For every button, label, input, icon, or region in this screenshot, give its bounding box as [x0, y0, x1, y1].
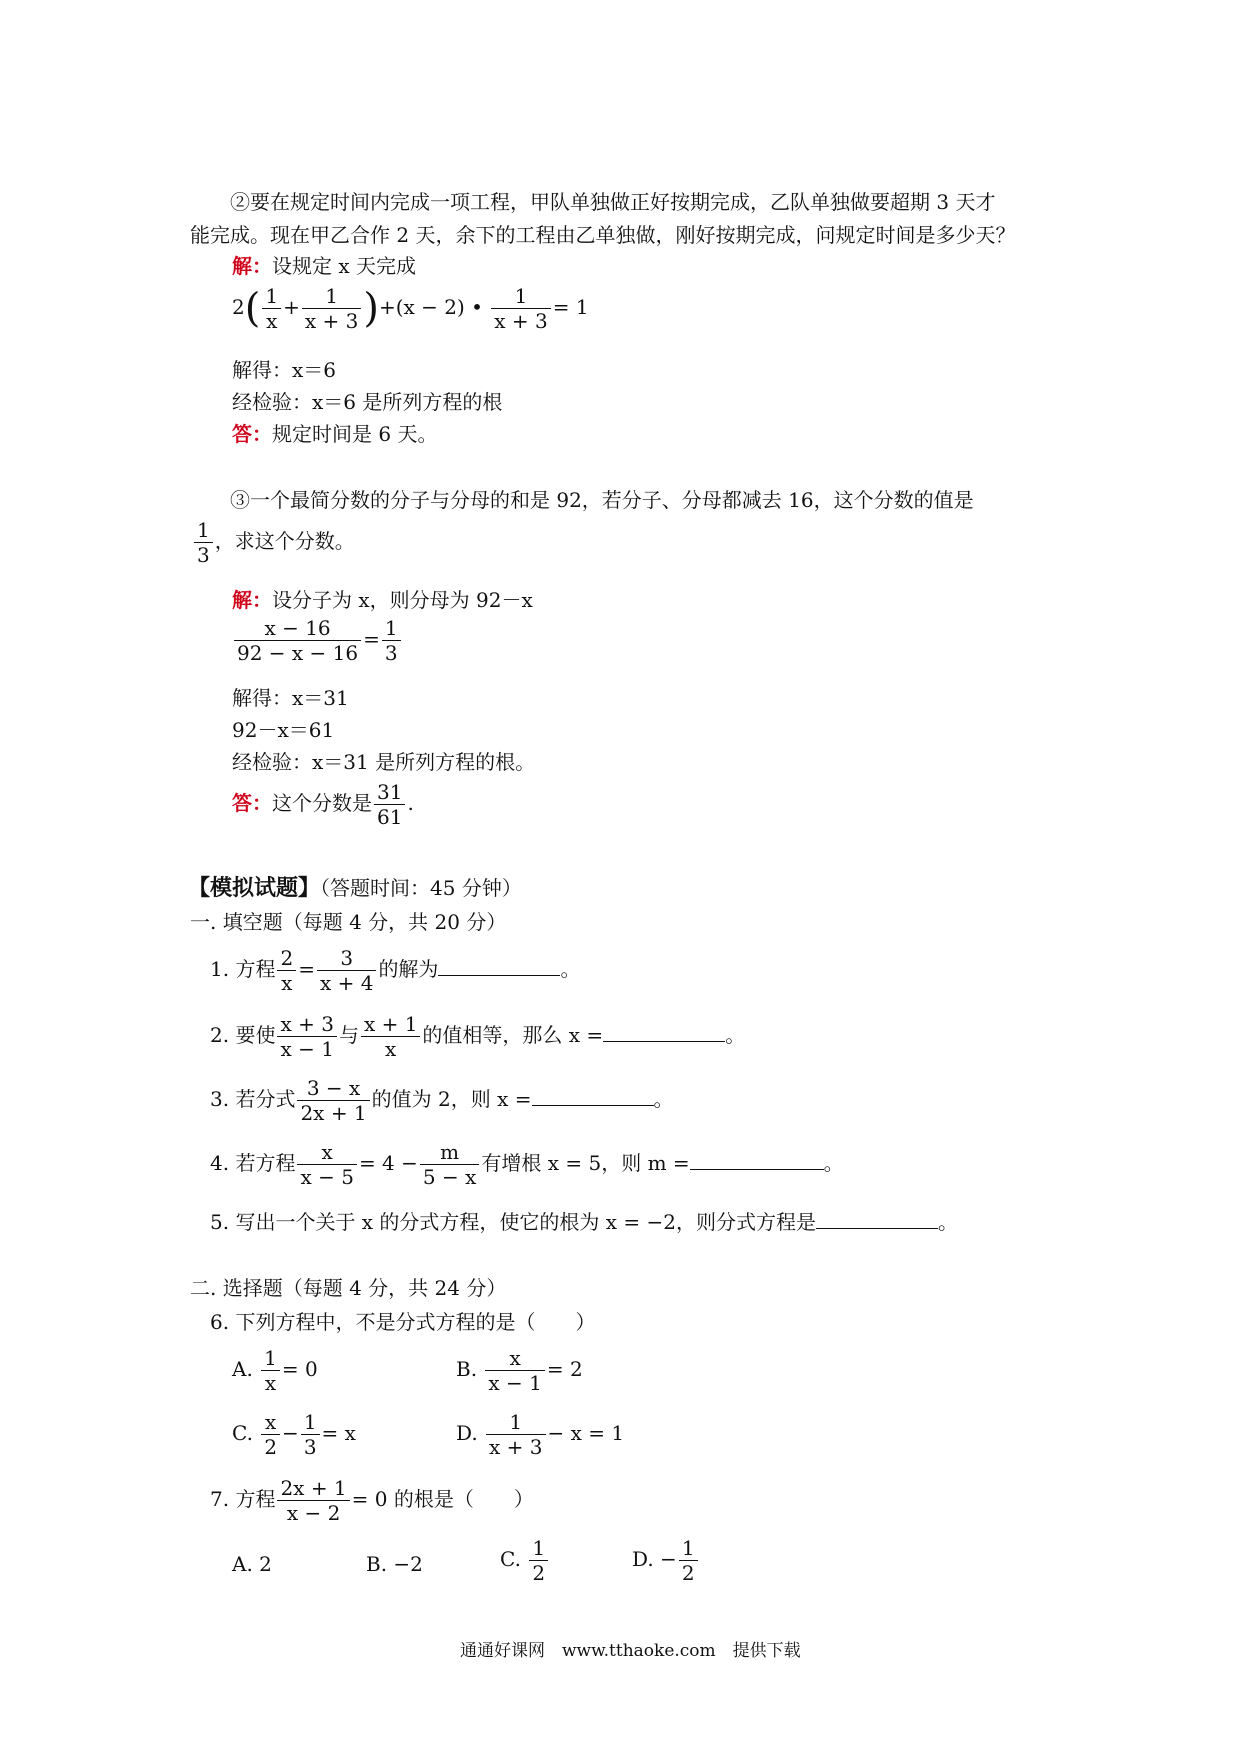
problem3-solve: 解得：x＝31 [232, 686, 349, 710]
q7-option-d[interactable]: D. − $\frac{1}{2}$ [632, 1536, 700, 1585]
fraction: $\frac{1}{3}$ [382, 616, 401, 665]
q6-option-c[interactable]: C. $\frac{x}{2}$ − $\frac{1}{3}$ = x [232, 1410, 356, 1459]
section-title: 【模拟试题】 [188, 875, 321, 901]
section-fill-blank-heading: 一. 填空题（每题 4 分，共 20 分） [190, 910, 507, 934]
problem3-solution-intro: 解：设分子为 x，则分母为 92－x [232, 588, 533, 612]
fraction: $\frac{m}{5 - x}$ [420, 1140, 479, 1189]
answer-blank[interactable] [690, 1149, 824, 1170]
problem3-line1: ③一个最简分数的分子与分母的和是 92，若分子、分母都减去 16，这个分数的值是 [230, 488, 974, 512]
section-choice-heading: 二. 选择题（每题 4 分，共 24 分） [190, 1276, 507, 1300]
mock-test-heading [188, 874, 522, 902]
fraction: $\frac{1}{x}$ [262, 284, 281, 333]
fraction: $\frac{1}{3}$ [194, 518, 213, 567]
question-6-stem: 6. 下列方程中，不是分式方程的是（ ） [210, 1310, 596, 1334]
question-4: 4. 若方程 $\frac{x}{x - 5}$ = 4 − $\frac{m}{5 - x}$ 有增根 x = 5，则 m = 。 [210, 1140, 844, 1189]
fraction: $\frac{x}{2}$ [261, 1410, 280, 1459]
fraction: $\frac{x + 1}{x}$ [361, 1012, 420, 1061]
solution-label: 解： [232, 254, 272, 278]
problem2-solve: 解得：x＝6 [232, 358, 337, 382]
fraction: $\frac{x - 16}{92 - x - 16}$ [234, 616, 361, 665]
solution-label: 解： [232, 588, 272, 612]
problem2-line1: ②要在规定时间内完成一项工程，甲队单独做正好按期完成，乙队单独做要超期 3 天才 [230, 190, 996, 214]
question-5: 5. 写出一个关于 x 的分式方程，使它的根为 x = −2，则分式方程是 。 [210, 1210, 959, 1234]
q6-option-b[interactable]: B. $\frac{x}{x - 1}$ = 2 [456, 1346, 583, 1395]
problem2-answer: 答：规定时间是 6 天。 [232, 422, 438, 446]
fraction: $\frac{3}{x + 4}$ [317, 946, 376, 995]
problem2-check: 经检验：x＝6 是所列方程的根 [232, 390, 503, 414]
answer-blank[interactable] [603, 1021, 725, 1042]
answer-label: 答： [232, 791, 272, 815]
answer-label: 答： [232, 422, 272, 446]
fraction: $\frac{3 - x}{2x + 1}$ [297, 1076, 369, 1125]
problem3-check: 经检验：x＝31 是所列方程的根。 [232, 750, 536, 774]
q7-option-c[interactable]: C. $\frac{1}{2}$ [500, 1536, 550, 1585]
fraction: $\frac{1}{2}$ [529, 1536, 548, 1585]
answer-blank[interactable] [438, 955, 560, 976]
answer-blank[interactable] [532, 1085, 654, 1106]
problem3-answer: 答：这个分数是 $\frac{31}{61}$ . [232, 780, 414, 829]
answer-blank[interactable] [816, 1208, 938, 1229]
fraction: $\frac{x}{x - 5}$ [297, 1140, 356, 1189]
question-2: 2. 要使 $\frac{x + 3}{x - 1}$ 与 $\frac{x + 1}{x}$ 的值相等，那么 x = 。 [210, 1012, 746, 1061]
fraction: $\frac{x + 3}{x - 1}$ [277, 1012, 336, 1061]
fraction: $\frac{1}{x + 3}$ [486, 1410, 545, 1459]
question-1: 1. 方程 $\frac{2}{x}$ = $\frac{3}{x + 4}$ 的解为 。 [210, 946, 581, 995]
fraction: $\frac{2x + 1}{x - 2}$ [277, 1476, 349, 1525]
q7-option-a[interactable]: A. 2 [232, 1552, 272, 1576]
fraction: $\frac{1}{x}$ [261, 1346, 280, 1395]
problem2-equation: 2( $\frac{1}{x}$ + $\frac{1}{x + 3}$ )+(x − 2) • $\frac{1}{x + 3}$ = 1 [232, 284, 589, 333]
question-3: 3. 若分式 $\frac{3 - x}{2x + 1}$ 的值为 2，则 x = 。 [210, 1076, 674, 1125]
page-footer: 通通好课网 www.tthaoke.com 提供下载 [460, 1641, 801, 1661]
fraction: $\frac{2}{x}$ [277, 946, 296, 995]
fraction: $\frac{31}{61}$ [374, 780, 405, 829]
problem2-solution-intro [232, 252, 416, 280]
problem3-line2: $\frac{1}{3}$ ，求这个分数。 [192, 518, 355, 567]
fraction: $\frac{x}{x - 1}$ [485, 1346, 544, 1395]
problem3-den-value: 92－x＝61 [232, 718, 335, 742]
question-7-stem: 7. 方程 $\frac{2x + 1}{x - 2}$ = 0 的根是（ ） [210, 1476, 534, 1525]
fraction: $\frac{1}{x + 3}$ [302, 284, 361, 333]
problem3-equation: $\frac{x - 16}{92 - x - 16}$ = $\frac{1}{3}$ [232, 616, 403, 665]
q6-option-d[interactable]: D. $\frac{1}{x + 3}$ − x = 1 [456, 1410, 625, 1459]
fraction: $\frac{1}{2}$ [679, 1536, 698, 1585]
problem2-line2: 能完成。现在甲乙合作 2 天，余下的工程由乙单独做，刚好按期完成，问规定时间是多少天？ [190, 223, 1016, 247]
fraction: $\frac{1}{x + 3}$ [491, 284, 550, 333]
time-note: （答题时间：45 分钟） [320, 876, 522, 900]
q6-option-a[interactable]: A. $\frac{1}{x}$ = 0 [232, 1346, 318, 1395]
fraction: $\frac{1}{3}$ [301, 1410, 320, 1459]
solution-text: 设规定 x 天完成 [272, 254, 416, 278]
q7-option-b[interactable]: B. −2 [366, 1552, 423, 1576]
